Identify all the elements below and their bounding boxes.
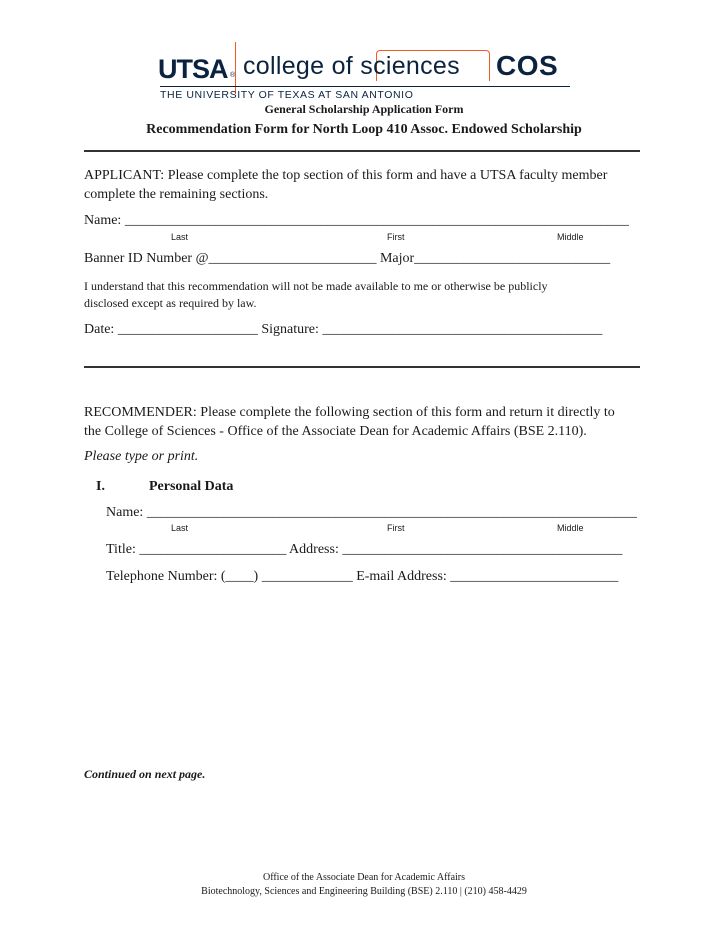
divider-middle xyxy=(84,366,640,368)
disclosure-text-1: I understand that this recommendation will not be made available to me or otherwise be publicly xyxy=(84,279,548,293)
university-name: THE UNIVERSITY OF TEXAS AT SAN ANTONIO xyxy=(160,89,414,101)
disclosure-text-2: disclosed except as required by law. xyxy=(84,296,257,310)
recommender-instructions-2: the College of Sciences - Office of the Associate Dean for Academic Affairs (BSE 2.110). xyxy=(84,424,587,439)
section-title-personal-data: Personal Data xyxy=(149,479,234,494)
type-or-print-note: Please type or print. xyxy=(84,449,199,464)
recommender-label-middle: Middle xyxy=(557,523,584,533)
recommender-label-last: Last xyxy=(171,523,189,533)
phone-email-field[interactable]: Telephone Number: (____) _____________ E-mail Address: ________________________ xyxy=(106,569,619,584)
registered-mark: ® xyxy=(230,72,236,79)
cos-logo: COS xyxy=(496,50,559,81)
footer-office: Office of the Associate Dean for Academic Affairs xyxy=(262,872,466,883)
logo-rule xyxy=(160,86,570,87)
applicant-instructions-2: complete the remaining sections. xyxy=(84,187,269,202)
applicant-name-field[interactable]: Name: ________________________________________________________________________ xyxy=(84,213,629,228)
divider-top xyxy=(84,150,640,152)
applicant-label-first: First xyxy=(387,232,405,242)
college-of-sciences-logo: college of sciences xyxy=(243,52,460,80)
applicant-instructions-1: APPLICANT: Please complete the top section of this form and have a UTSA faculty member xyxy=(84,168,608,183)
title-address-field[interactable]: Title: _____________________ Address: ________________________________________ xyxy=(106,542,623,557)
continued-note: Continued on next page. xyxy=(84,767,206,781)
date-signature-field[interactable]: Date: ____________________ Signature: ________________________________________ xyxy=(84,322,603,337)
banner-id-major-field[interactable]: Banner ID Number @________________________ Major____________________________ xyxy=(84,251,611,266)
recommender-instructions-1: RECOMMENDER: Please complete the following section of this form and return it directly to xyxy=(84,405,615,420)
form-title: General Scholarship Application Form xyxy=(264,102,464,116)
footer-address: Biotechnology, Sciences and Engineering Building (BSE) 2.110 | (210) 458-4429 xyxy=(201,886,527,897)
section-number: I. xyxy=(96,479,105,494)
recommender-name-field[interactable]: Name: ______________________________________________________________________ xyxy=(106,505,637,520)
recommender-label-first: First xyxy=(387,523,405,533)
applicant-label-middle: Middle xyxy=(557,232,584,242)
utsa-logo: UTSA xyxy=(158,54,228,84)
form-subtitle: Recommendation Form for North Loop 410 Assoc. Endowed Scholarship xyxy=(146,122,582,137)
applicant-label-last: Last xyxy=(171,232,189,242)
